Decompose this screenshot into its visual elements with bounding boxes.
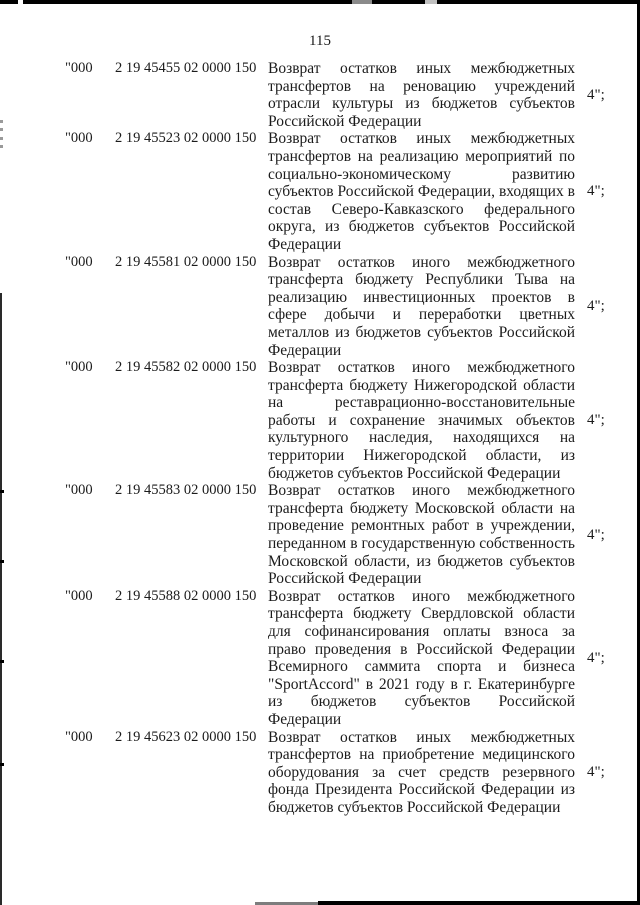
entry-footnote-marker: 4"; — [587, 183, 605, 200]
entry-row — [65, 588, 620, 729]
budget-code-list — [65, 60, 620, 817]
entry-quote-prefix: "000 — [65, 728, 93, 745]
scan-artifact-left-tick — [0, 490, 4, 493]
entry-row — [65, 254, 620, 360]
entry-quote-prefix: "000 — [65, 359, 93, 376]
scan-artifact-left-tick — [0, 120, 3, 123]
entry-row — [65, 130, 620, 253]
page-number: 115 — [309, 33, 331, 49]
scan-artifact-top-notch — [18, 0, 23, 4]
entry-footnote-marker: 4"; — [587, 412, 605, 429]
entry-footnote-marker: 4"; — [587, 86, 605, 103]
scan-artifact-left-tick — [0, 660, 4, 663]
scan-artifact-left-tick — [0, 128, 3, 131]
scan-artifact-left-edge — [0, 293, 2, 905]
scan-artifact-left-tick — [0, 763, 4, 766]
scan-artifact-left-tick — [0, 560, 4, 563]
entry-quote-prefix: "000 — [65, 60, 93, 76]
entry-budget-code: 2 19 45455 02 0000 150 — [115, 60, 257, 76]
entry-description: Возврат остатков иного межбюджетного трансферта бюджету Свердловской области для софинансирования оплаты взноса за право проведения в Российской Федерации Всемирного саммита спорта и бизнеса "SportAccord" в 2021 году в г. Екатеринбурге из бюджетов субъектов Российской Федерации — [268, 587, 575, 728]
entry-description: Возврат остатков иного межбюджетного трансферта бюджету Нижегородской области на реставрационно-восстановительные работы и сохранение значимых объектов культурного наследия, находящихся на территории Нижегородской области, из бюджетов субъектов Российской Федерации — [268, 359, 575, 482]
entry-description: Возврат остатков иных межбюджетных трансфертов на реновацию учреждений отрасли культуры из бюджетов субъектов Российской Федерации — [268, 60, 575, 130]
entry-row — [65, 359, 620, 482]
entry-quote-prefix: "000 — [65, 482, 93, 499]
entry-budget-code: 2 19 45523 02 0000 150 — [115, 130, 257, 147]
entry-row — [65, 60, 620, 130]
entry-budget-code: 2 19 45583 02 0000 150 — [115, 482, 257, 499]
entry-row — [65, 482, 620, 588]
entry-footnote-marker: 4"; — [587, 764, 605, 781]
entry-budget-code: 2 19 45581 02 0000 150 — [115, 253, 257, 270]
entry-description: Возврат остатков иных межбюджетных трансфертов на приобретение медицинского оборудования за счет средств резервного фонда Президента Российской Федерации из бюджетов субъектов Российской Федерации — [268, 728, 575, 816]
entry-description: Возврат остатков иного межбюджетного трансферта бюджету Республики Тыва на реализацию инвестиционных проектов в сфере добычи и переработки цветных металлов из бюджетов субъектов Российской Федерации — [268, 253, 575, 359]
scan-artifact-left-tick — [0, 137, 3, 140]
entry-footnote-marker: 4"; — [587, 297, 605, 314]
entry-footnote-marker: 4"; — [587, 526, 605, 543]
entry-quote-prefix: "000 — [65, 253, 93, 270]
scan-artifact-top-edge — [0, 0, 640, 4]
entry-budget-code: 2 19 45582 02 0000 150 — [115, 359, 257, 376]
entry-quote-prefix: "000 — [65, 130, 93, 147]
entry-quote-prefix: "000 — [65, 587, 93, 604]
entry-description: Возврат остатков иных межбюджетных трансфертов на реализацию мероприятий по социально-экономическому развитию субъектов Российской Федерации, входящих в состав Северо-Кавказского федерального округа, из бюджетов субъектов Российской Федерации — [268, 130, 575, 253]
entry-budget-code: 2 19 45623 02 0000 150 — [115, 728, 257, 745]
entry-row — [65, 729, 620, 817]
entry-budget-code: 2 19 45588 02 0000 150 — [115, 587, 257, 604]
scan-artifact-left-tick — [0, 145, 3, 148]
scan-artifact-bottom-edge — [318, 901, 640, 905]
entry-footnote-marker: 4"; — [587, 649, 605, 666]
scan-artifact-top-notch — [425, 0, 437, 4]
scan-artifact-top-notch — [352, 0, 372, 4]
entry-description: Возврат остатков иного межбюджетного трансферта бюджету Московской области на проведение ремонтных работ в учреждении, переданном в государственную собственность Московской области, из бюджетов субъектов Российской Федерации — [268, 482, 575, 588]
